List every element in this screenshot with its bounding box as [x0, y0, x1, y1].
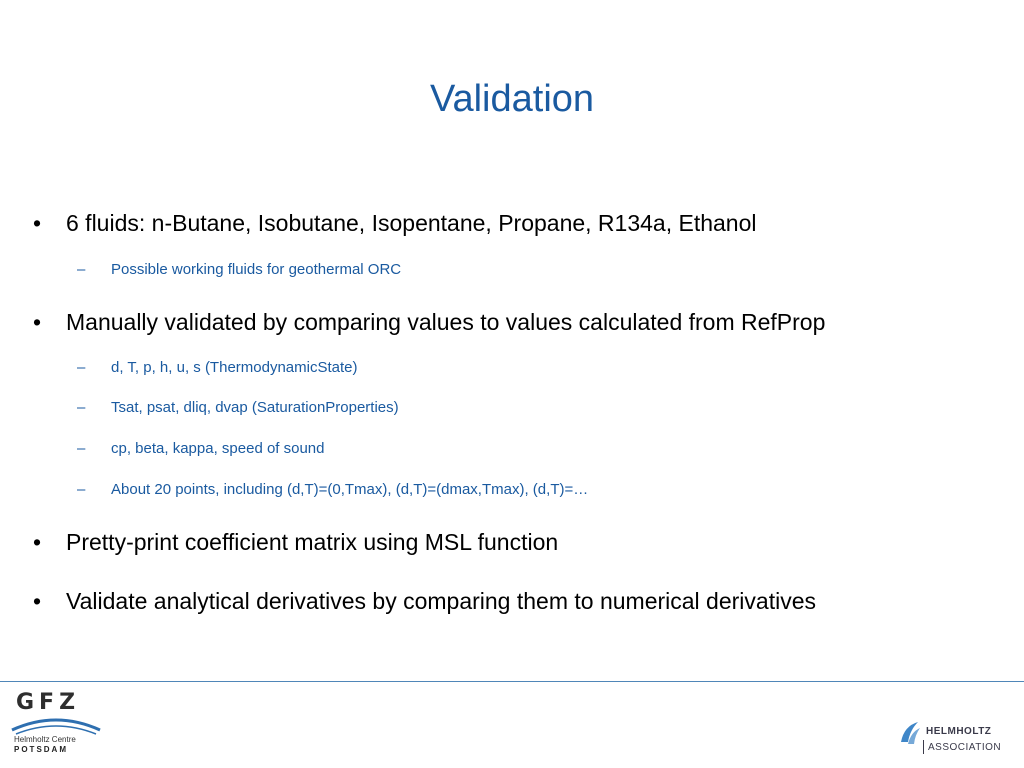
helmholtz-swirl-icon — [898, 720, 922, 746]
bullet-text: Validate analytical derivatives by comparing them to numerical derivatives — [66, 588, 816, 614]
gfz-arc-icon — [10, 712, 102, 736]
bullet-marker: • — [33, 529, 42, 555]
bullet-marker: • — [33, 309, 42, 335]
bullet-text: Manually validated by comparing values to values calculated from RefProp — [66, 309, 826, 335]
footer-divider — [0, 681, 1024, 682]
helmholtz-divider — [923, 740, 924, 754]
sub-bullet-text: Tsat, psat, dliq, dvap (SaturationProperties) — [111, 399, 399, 416]
sub-bullet-marker: – — [77, 359, 86, 376]
helmholtz-logo — [896, 718, 1016, 760]
bullet-marker: • — [33, 588, 42, 614]
helmholtz-line1: HELMHOLTZ — [926, 726, 992, 737]
sub-bullet-marker: – — [77, 440, 86, 457]
gfz-line1: Helmholtz Centre — [14, 735, 76, 744]
slide-title: Validation — [429, 78, 595, 120]
sub-bullet-text: cp, beta, kappa, speed of sound — [111, 440, 325, 457]
gfz-line2: POTSDAM — [14, 745, 68, 754]
sub-bullet-text: Possible working fluids for geothermal ORC — [111, 261, 402, 278]
sub-bullet-marker: – — [77, 261, 86, 278]
sub-bullet-marker: – — [77, 399, 86, 416]
sub-bullet-marker: – — [77, 481, 86, 498]
gfz-logo — [10, 690, 102, 760]
bullet-text: Pretty-print coefficient matrix using MSL function — [66, 529, 559, 555]
bullet-marker: • — [33, 210, 42, 236]
gfz-wordmark: GFZ — [16, 690, 81, 715]
helmholtz-line2: ASSOCIATION — [928, 742, 1002, 753]
bullet-text: 6 fluids: n-Butane, Isobutane, Isopentane, Propane, R134a, Ethanol — [66, 210, 757, 236]
sub-bullet-text: d, T, p, h, u, s (ThermodynamicState) — [111, 359, 358, 376]
sub-bullet-text: About 20 points, including (d,T)=(0,Tmax), (d,T)=(dmax,Tmax), (d,T)=… — [111, 481, 589, 498]
